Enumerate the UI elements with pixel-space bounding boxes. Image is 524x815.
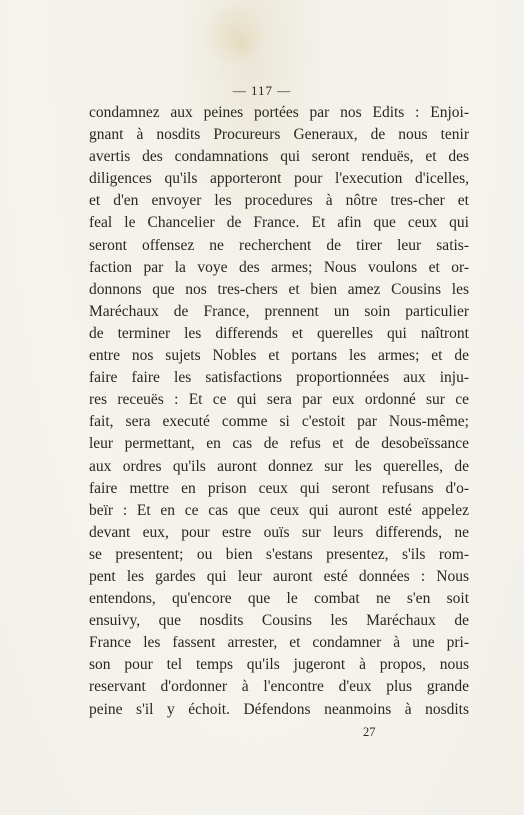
text-line: diligences qu'ils apporteront pour l'execution d'icelles, [89, 170, 469, 188]
text-line: pent les gardes qui leur auront esté données : Nous [89, 567, 469, 585]
text-line: aux ordres qu'ils auront donnez sur les querelles, de [89, 457, 469, 475]
text-line: se presentent; ou bien s'estans presentez, s'ils rom- [89, 545, 469, 563]
text-line: leur permettant, en cas de refus et de desobeïssance [89, 435, 469, 453]
text-line: seront offensez ne recherchent de tirer leur satis- [89, 236, 469, 254]
text-line: res receuës : Et ce qui sera par eux ordonné sur ce [89, 391, 469, 409]
text-line: entendons, qu'encore que le combat ne s'en soit [89, 590, 469, 608]
text-line: Maréchaux de France, prennent un soin particulier [89, 302, 469, 320]
page-number: — 117 — [232, 83, 292, 98]
text-line: devant eux, pour estre ouïs sur leurs differends, ne [89, 523, 469, 541]
text-line: feal le Chancelier de France. Et afin que ceux qui [89, 214, 469, 232]
text-line: peine s'il y échoit. Défendons neanmoins à nosdits [89, 700, 469, 718]
text-line: reservant d'ordonner à l'encontre d'eux plus grande [89, 678, 469, 696]
text-line: gnant à nosdits Procureurs Generaux, de nous tenir [89, 126, 469, 144]
body-text [89, 102, 469, 721]
text-line: ensuivy, que nosdits Cousins les Maréchaux de [89, 612, 469, 630]
text-line: entre nos sujets Nobles et portans les armes; et de [89, 347, 469, 365]
text-line: de terminer les differends et querelles qui naîtront [89, 324, 469, 342]
text-line: condamnez aux peines portées par nos Edits : Enjoi- [89, 104, 469, 121]
text-line: donnons que nos tres-chers et bien amez Cousins les [89, 280, 469, 298]
text-line: son pour tel temps qu'ils jugeront à propos, nous [89, 656, 469, 674]
text-line: beïr : Et en ce cas que ceux qui auront esté appelez [89, 501, 469, 519]
text-line: et d'en envoyer les procedures à nôtre tres-cher et [89, 192, 469, 210]
paper-stain [228, 34, 254, 56]
signature-mark: 27 [363, 725, 376, 739]
text-line: avertis des condamnations qui seront renduës, et des [89, 148, 469, 166]
text-line: France les fassent arrester, et condamner à une pri- [89, 634, 469, 652]
text-line: faction par la voye des armes; Nous voulons et or- [89, 258, 469, 276]
text-line: faire mettre en prison ceux qui seront refusans d'o- [89, 479, 469, 497]
text-line: faire faire les satisfactions proportionnées aux inju- [89, 369, 469, 387]
text-line: fait, sera executé comme si c'estoit par Nous-même; [89, 413, 469, 431]
